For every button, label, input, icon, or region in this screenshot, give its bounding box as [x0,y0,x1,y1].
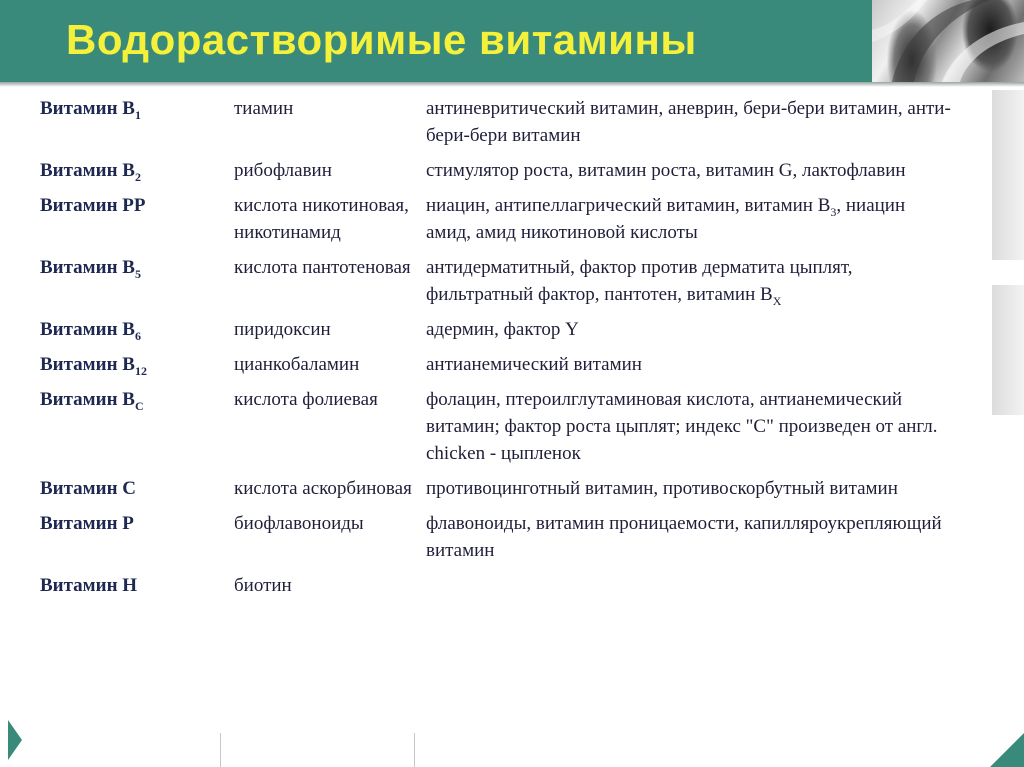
synonyms: стимулятор роста, витамин роста, витамин G, лактофлавин [426,160,906,181]
chemical-name: тиамин [234,98,294,119]
vitamin-name-text: Витамин B [40,354,135,375]
chemical-name: кислота аскорбиновая [234,478,412,499]
table-row [24,510,954,572]
nav-arrow-icon [8,720,22,760]
table-row [24,192,954,254]
chemical-name: рибофлавин [234,160,332,181]
synonyms [426,572,954,607]
synonyms: антианемический витамин [426,354,642,375]
table-row [24,475,954,510]
vitamin-name [24,95,234,157]
synonyms: адермин, фактор Y [426,319,579,340]
chemical-name: цианкобаламин [234,354,360,375]
vitamin-name-subscript: 2 [134,169,141,184]
vitamin-name [24,475,234,510]
table-row [24,316,954,351]
vitamin-name-subscript: 12 [134,363,147,378]
synonyms: флавоноиды, витамин проницаемости, капилляроукрепляющий витамин [426,513,942,561]
vitamin-name [24,316,234,351]
table-row [24,95,954,157]
chemical-name: пиридоксин [234,319,331,340]
vitamin-name [24,510,234,572]
vitamin-name-subscript: 6 [134,328,141,343]
synonyms [426,192,954,254]
vitamin-name-text: Витамин C [40,478,136,499]
synonyms-subscript: 3 [830,204,837,219]
synonyms: противоцинготный витамин, противоскорбутный витамин [426,478,898,499]
table-row [24,157,954,192]
table-row [24,572,954,607]
vitamin-name-text: Витамин B [40,257,135,278]
slide-title: Водорастворимые витамины [66,16,697,63]
vitamin-name [24,572,234,607]
vitamin-name [24,351,234,386]
synonyms-text: , ниацин амид, амид никотиновой кислоты [426,195,906,243]
vitamin-name-text: Витамин B [40,98,135,119]
vitamin-name-subscript: 1 [134,107,141,122]
table-row [24,351,954,386]
synonyms-subscript: X [772,293,782,308]
chemical-name: кислота никотиновая, никотинамид [234,195,409,243]
synonyms-text: ниацин, антипеллагрический витамин, витамин B [426,195,831,216]
table-row [24,386,954,475]
vitamin-name-subscript: C [134,398,144,413]
synonyms-text: антидерматитный, фактор против дерматита цыплят, фильтратный фактор, пантотен, витамин B [426,257,853,305]
vitamin-name-text: Витамин B [40,160,135,181]
chemical-name: биотин [234,575,292,596]
column-separator [414,733,415,767]
side-bar-decoration [992,90,1024,260]
chemical-name: кислота фолиевая [234,389,378,410]
vitamin-name [24,386,234,475]
vitamin-name-subscript: 5 [134,266,141,281]
vitamin-name-text: Витамин B [40,319,135,340]
column-separator [220,733,221,767]
metallic-decoration-image [872,0,1024,82]
synonyms: фолацин, птероилглутаминовая кислота, антианемический витамин; фактор роста цыплят; индекс "С" произведен от англ. chicken - цыпленок [426,389,938,464]
vitamin-name-text: Витамин PP [40,195,146,216]
vitamin-name-text: Витамин B [40,389,135,410]
chemical-name: биофлавоноиды [234,513,364,534]
vitamin-name-text: Витамин P [40,513,134,534]
table-row [24,254,954,316]
vitamin-name-text: Витамин H [40,575,138,596]
vitamin-name [24,192,234,254]
chemical-name: кислота пантотеновая [234,257,411,278]
synonyms: антиневритический витамин, аневрин, бери-бери витамин, анти-бери-бери витамин [426,98,951,146]
header-shadow [0,82,1024,87]
vitamin-table [24,95,954,607]
synonyms [426,254,954,316]
vitamin-name [24,254,234,316]
side-bar-decoration [992,285,1024,415]
vitamin-name [24,157,234,192]
corner-triangle-decoration [990,733,1024,767]
